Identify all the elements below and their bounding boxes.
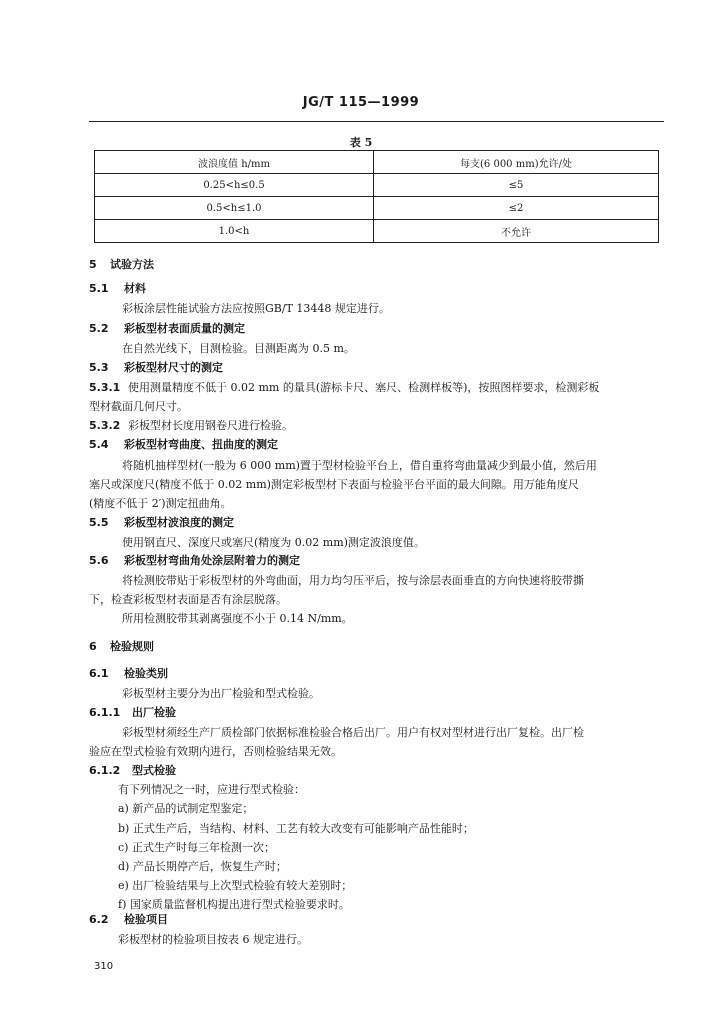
subsection-number: 5.3 [89, 361, 109, 374]
paragraph-text: (精度不低于 2′)测定扭曲角。 [89, 497, 232, 510]
clause-text: 型材截面几何尺寸。 [89, 400, 188, 413]
subsection-title: 检验项目 [124, 913, 168, 926]
clause-number: 6.1.2 [89, 764, 121, 777]
table-header-row [95, 151, 659, 174]
list-item-text: f) 国家质量监督机构提出进行型式检验要求时。 [118, 898, 350, 911]
table-cell: 0.5<h≤1.0 [95, 197, 374, 220]
clause-text: 彩板型材长度用钢卷尺进行检验。 [128, 419, 293, 432]
paragraph-text: 彩板涂层性能试验方法应按照GB/T 13448 规定进行。 [122, 302, 390, 315]
subsection-number: 5.1 [89, 282, 109, 295]
standard-code-header: JG/T 115—1999 [302, 95, 420, 110]
subsection-number: 5.5 [89, 516, 109, 529]
clause-text: 使用测量精度不低于 0.02 mm 的量具(游标卡尺、塞尺、检测样板等)，按照图样要求，检测彩板 [128, 381, 600, 394]
clause-number: 5.3.2 [89, 419, 121, 432]
table-caption: 表 5 [349, 136, 373, 149]
subsection-number: 5.2 [89, 322, 109, 335]
paragraph-text: 验应在型式检验有效期内进行，否则检验结果无效。 [89, 745, 342, 758]
paragraph-text: 将检测胶带贴于彩板型材的外弯曲面，用力均匀压平后，按与涂层表面垂直的方向快速将胶带撕 [122, 574, 584, 587]
header-rule [89, 121, 664, 122]
paragraph-text: 彩板型材的检验项目按表 6 规定进行。 [118, 933, 308, 946]
subsection-title: 彩板型材尺寸的测定 [124, 361, 223, 374]
subsection-number: 5.4 [89, 438, 109, 451]
clause-number: 6.1.1 [89, 706, 121, 719]
list-intro: 有下列情况之一时，应进行型式检验： [118, 783, 305, 796]
list-item-text: c) 正式生产时每三年检测一次； [118, 841, 275, 854]
list-item-text: d) 产品长期停产后，恢复生产时； [118, 860, 287, 873]
subsection-title: 彩板型材表面质量的测定 [124, 322, 245, 335]
subsection-title: 材料 [124, 282, 146, 295]
paragraph-text: 下，检查彩板型材表面是否有涂层脱落。 [89, 593, 287, 606]
list-item-text: e) 出厂检验结果与上次型式检验有较大差别时； [118, 879, 353, 892]
subsection-title: 彩板型材弯曲度、扭曲度的测定 [124, 438, 278, 451]
subsection-title: 彩板型材弯曲角处涂层附着力的测定 [124, 554, 300, 567]
table-row [95, 220, 659, 243]
section-title: 检验规则 [110, 640, 154, 653]
table-header-cell: 波浪度值 h/mm [95, 151, 374, 174]
paragraph-text: 使用钢直尺、深度尺或塞尺(精度为 0.02 mm)测定波浪度值。 [122, 536, 425, 549]
subsection-number: 5.6 [89, 554, 109, 567]
section-title: 试验方法 [110, 258, 154, 271]
clause-title: 型式检验 [132, 764, 176, 777]
subsection-title: 检验类别 [124, 667, 168, 680]
subsection-number: 6.2 [89, 913, 109, 926]
table-cell: ≤2 [374, 197, 659, 220]
table-header-cell: 每支(6 000 mm)允许/处 [374, 151, 659, 174]
table-cell: 0.25<h≤0.5 [95, 174, 374, 197]
table-row [95, 197, 659, 220]
clause-title: 出厂检验 [132, 706, 176, 719]
section-number: 5 [89, 258, 97, 271]
table-cell: ≤5 [374, 174, 659, 197]
list-item-text: b) 正式生产后，当结构、材料、工艺有较大改变有可能影响产品性能时； [118, 822, 474, 835]
paragraph-text: 彩板型材主要分为出厂检验和型式检验。 [122, 687, 320, 700]
table-cell: 不允许 [374, 220, 659, 243]
paragraph-text: 塞尺或深度尺(精度不低于 0.02 mm)测定彩板型材下表面与检验平台平面的最大间隙。用万能角度尺 [89, 478, 579, 491]
paragraph-text: 将随机抽样型材(一般为 6 000 mm)置于型材检验平台上，借自重将弯曲量减少到最小值，然后用 [122, 459, 597, 472]
page-number: 310 [94, 961, 114, 972]
paragraph-text: 所用检测胶带其剥离强度不小于 0.14 N/mm。 [122, 612, 353, 625]
paragraph-text: 彩板型材须经生产厂质检部门依据标准检验合格后出厂。用户有权对型材进行出厂复检。出厂检 [122, 726, 584, 739]
paragraph-text: 在自然光线下，目测检验。目测距离为 0.5 m。 [122, 342, 355, 355]
list-item-text: a) 新产品的试制定型鉴定； [118, 802, 254, 815]
table-row [95, 174, 659, 197]
subsection-title: 彩板型材波浪度的测定 [124, 516, 234, 529]
subsection-number: 6.1 [89, 667, 109, 680]
table-cell: 1.0<h [95, 220, 374, 243]
clause-number: 5.3.1 [89, 381, 121, 394]
table-5 [94, 150, 659, 243]
section-number: 6 [89, 640, 97, 653]
